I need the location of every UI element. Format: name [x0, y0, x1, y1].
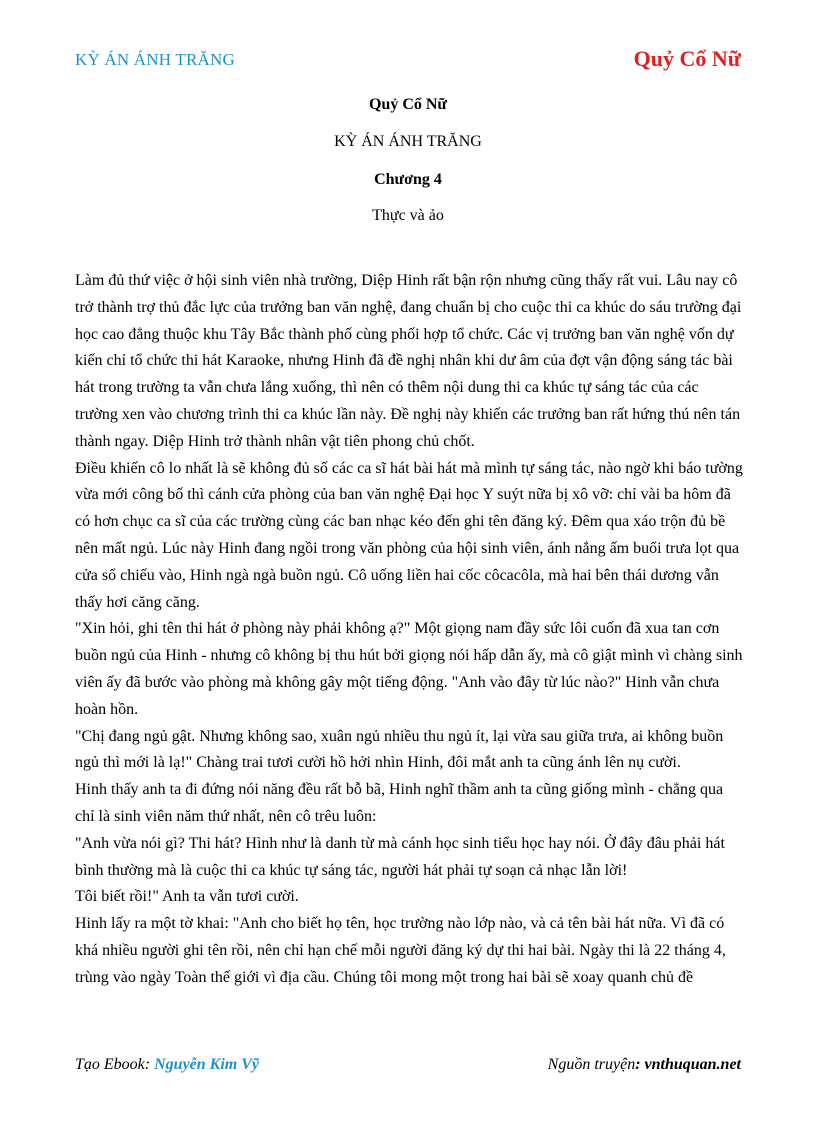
paragraph: Hinh thấy anh ta đi đứng nói năng đều rất bỗ bã, Hinh nghĩ thầm anh ta cũng giống mình - chẳng qua chỉ là sinh viên năm thứ nhất, nên cô trêu luôn:: [75, 781, 724, 825]
header-book-title: KỲ ÁN ÁNH TRĂNG: [75, 50, 235, 69]
paragraph: Tôi biết rồi!" Anh ta vẫn tươi cười.: [75, 888, 299, 906]
header-author: Quỷ Cổ Nữ: [633, 46, 741, 71]
chapter-heading: Chương 4: [374, 171, 442, 188]
footer-source: [548, 1056, 741, 1074]
chapter-body: [75, 268, 743, 992]
paragraph: Điều khiến cô lo nhất là sẽ không đủ số các ca sĩ hát bài hát mà mình tự sáng tác, nào ngờ khi báo tường vừa mới công bố thì cánh cửa phòng của ban văn nghệ Đại học Y suýt nữa bị xô vỡ: chỉ vài ba hôm đã có hơn chục ca sĩ của các trường cùng các ban nhạc kéo đến ghi tên đăng ký. Đêm qua xáo trộn đủ bề nên mất ngủ. Lúc này Hinh đang ngồi trong văn phòng của hội sinh viên, ánh nắng ấm buổi trưa lọt qua cửa sổ chiếu vào, Hinh ngà ngà buồn ngủ. Cô uống liền hai cốc côcacôla, mà hai bên thái dương vẫn thấy hơi căng căng.: [75, 459, 743, 611]
title-author: Quỷ Cổ Nữ: [368, 96, 448, 113]
ebook-label: Tạo Ebook: [75, 1056, 145, 1073]
ebook-separator: :: [144, 1056, 155, 1073]
title-book: KỲ ÁN ÁNH TRĂNG: [334, 133, 482, 150]
paragraph: "Anh vừa nói gì? Thi hát? Hình như là danh từ mà cánh học sinh tiểu học hay nói. Ở đây đâu phải hát bình thường mà là cuộc thi ca khúc tự sáng tác, người hát phải tự soạn cả nhạc lẫn lời!: [75, 834, 725, 879]
paragraph: "Chị đang ngủ gật. Nhưng không sao, xuân ngủ nhiều thu ngủ ít, lại vừa sau giữa trưa, ai không buồn ngủ thì mới là lạ!" Chàng trai tươi cười hồ hởi nhìn Hinh, đôi mắt anh ta cũng ánh lên nụ cười.: [75, 727, 724, 772]
source-site-link[interactable]: vnthuquan.net: [644, 1056, 741, 1073]
paragraph: "Xin hỏi, ghi tên thi hát ở phòng này phải không ạ?" Một giọng nam đầy sức lôi cuốn đã xua tan cơn buồn ngủ của Hinh - nhưng cô không bị thu hút bởi giọng nói hấp dẫn ấy, mà cô giật mình vì chàng sinh viên ấy đã bước vào phòng mà không gây một tiếng động. "Anh vào đây từ lúc nào?" Hinh vẫn chưa hoàn hồn.: [75, 620, 743, 718]
paragraph: Hinh lấy ra một tờ khai: "Anh cho biết họ tên, học trường nào lớp nào, và cả tên bài hát nữa. Vì đã có khá nhiều người ghi tên rồi, nên chỉ hạn chế mỗi người đăng ký dự thi hai bài. Ngày thi là 22 tháng 4, trùng vào ngày Toàn thế giới vì địa cầu. Chúng tôi mong một trong hai bài sẽ xoay quanh chủ đề: [75, 915, 726, 986]
source-separator: :: [635, 1056, 645, 1073]
ebook-creator: Nguyễn Kim Vỹ: [154, 1056, 259, 1073]
paragraph: Làm đủ thứ việc ở hội sinh viên nhà trường, Diệp Hinh rất bận rộn nhưng cũng thấy rất vui. Lâu nay cô trở thành trợ thủ đắc lực của trưởng ban văn nghệ, đang chuẩn bị cho cuộc thi ca khúc do sáu trường đại học cao đẳng thuộc khu Tây Bắc thành phố cùng phối hợp tổ chức. Các vị trưởng ban văn nghệ vốn dự kiến chỉ tổ chức thi hát Karaoke, nhưng Hinh đã đề nghị nhân khi dư âm của đợt vận động sáng tác bài hát trong trường ta vẫn chưa lắng xuống, thì nên có thêm nội dung thi ca khúc tự sáng tác của các trường xen vào chương trình thi ca khúc lần này. Đề nghị này khiến các trưởng ban rất hứng thú nên tán thành ngay. Diệp Hinh trở thành nhân vật tiên phong chủ chốt.: [75, 272, 742, 450]
footer-ebook-credit: [75, 1056, 259, 1074]
source-label: Nguồn truyện: [547, 1056, 636, 1073]
chapter-subtitle: Thực và ảo: [372, 207, 444, 224]
